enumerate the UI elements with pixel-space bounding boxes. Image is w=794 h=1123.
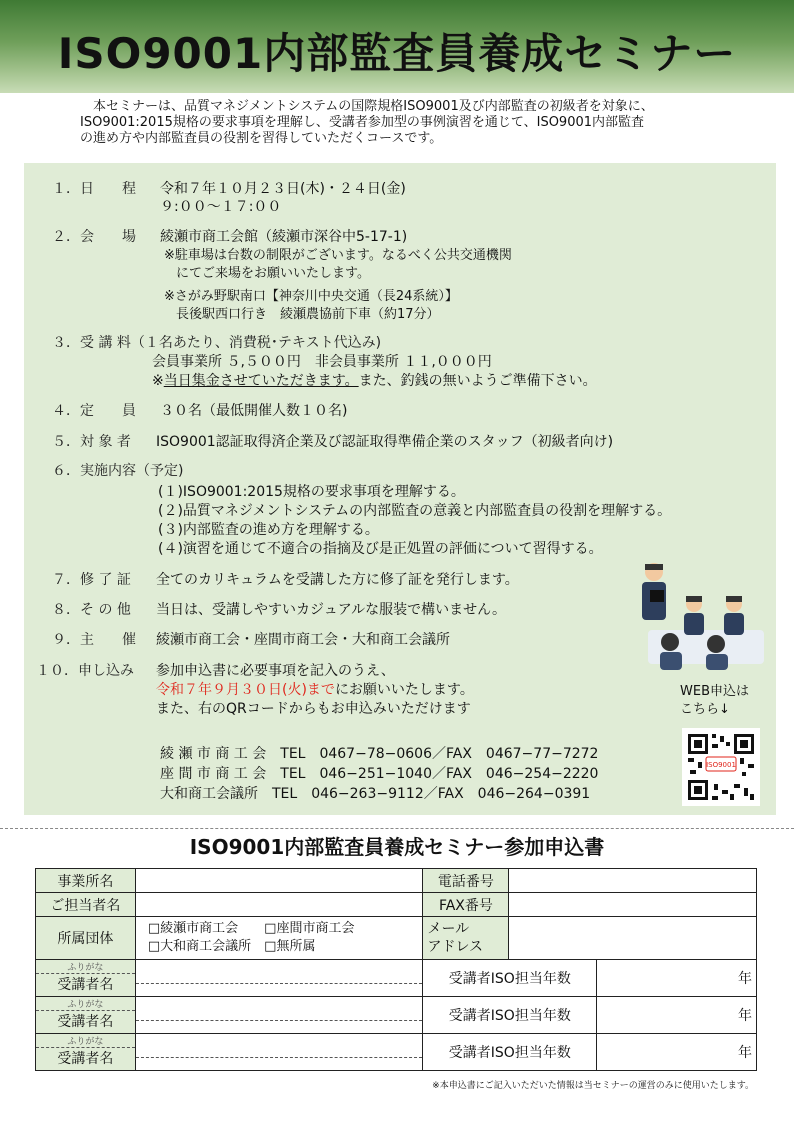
host-value: 綾瀬市商工会・座間市商工会・大和商工会議所 xyxy=(156,632,450,648)
attendee-label: ふりがな 受講者名 xyxy=(36,960,136,997)
content-item: (４)演習を通じて不適合の指摘及び是正処置の評価について習得する。 xyxy=(158,541,603,557)
email-label: メール アドレス xyxy=(423,917,509,960)
attendee-input[interactable] xyxy=(135,960,423,997)
content-item: (２)品質マネジメントシステムの内部監査の意義と内部監査員の役割を理解する。 xyxy=(158,503,672,519)
access-note: ※さがみ野駅南口【神奈川中央交通（長24系統）】 xyxy=(164,289,458,304)
group-options[interactable] xyxy=(135,917,423,960)
capacity-value: ３０名（最低開催人数１０名) xyxy=(160,403,348,419)
contact-name: 大和商工会議所 xyxy=(160,786,258,802)
fax-input[interactable] xyxy=(509,893,757,917)
years-input[interactable]: 年 xyxy=(597,960,757,997)
parking-note: ※駐車場は台数の制限がございます。なるべく公共交通機関 xyxy=(164,248,512,263)
qr-label: ISO9001 xyxy=(706,761,736,769)
access-note-2: 長後駅西口行き 綾瀬農協前下車（約17分） xyxy=(176,307,440,322)
contact-tel: TEL 046−251−1040／FAX 046−254−2220 xyxy=(280,766,599,782)
contact-row xyxy=(160,745,598,763)
option-ayase[interactable]: □綾瀬市商工会 xyxy=(147,921,239,936)
fee-amounts: 会員事業所 ５,５００円 非会員事業所 １１,０００円 xyxy=(152,354,492,370)
certificate-label: ７．修 了 証 xyxy=(52,572,131,588)
content-label: ６．実施内容（予定) xyxy=(52,463,184,479)
target-value: ISO9001認証取得済企業及び認証取得準備企業のスタッフ（初級者向け) xyxy=(156,434,614,450)
office-input[interactable] xyxy=(135,869,423,893)
intro-line: ISO9001:2015規格の要求事項を理解し、受講者参加型の事例演習を通じて、ISO9001内部監査 xyxy=(80,115,645,130)
qr-code[interactable] xyxy=(682,728,760,806)
intro-text xyxy=(80,99,750,147)
host-label: ９．主 催 xyxy=(52,632,136,648)
fax-label: FAX番号 xyxy=(423,893,509,917)
application-form xyxy=(35,868,757,1071)
intro-line: 本セミナーは、品質マネジメントシステムの国際規格ISO9001及び内部監査の初級者を対象に、 xyxy=(93,99,654,114)
content-item: (１)ISO9001:2015規格の要求事項を理解する。 xyxy=(158,484,465,500)
contact-name: 綾 瀬 市 商 工 会 xyxy=(160,746,267,762)
apply-label: １０．申し込み xyxy=(36,663,134,679)
web-apply-text xyxy=(680,683,749,719)
phone-input[interactable] xyxy=(509,869,757,893)
contact-row xyxy=(160,765,598,783)
form-title: ISO9001内部監査員養成セミナー参加申込書 xyxy=(189,835,605,859)
title-banner xyxy=(0,0,794,93)
office-label: 事業所名 xyxy=(36,869,136,893)
meeting-illustration xyxy=(630,560,770,672)
contact-name: 座 間 市 商 工 会 xyxy=(160,766,267,782)
attendee-label: ふりがな 受講者名 xyxy=(36,997,136,1034)
group-label: 所属団体 xyxy=(36,917,136,960)
years-input[interactable]: 年 xyxy=(597,1034,757,1071)
attendee-input[interactable] xyxy=(135,1034,423,1071)
years-label: 受講者ISO担当年数 xyxy=(423,997,597,1034)
contact-person-label: ご担当者名 xyxy=(36,893,136,917)
target-label: ５．対 象 者 xyxy=(52,434,131,450)
web-apply-line: こちら↓ xyxy=(680,702,730,717)
other-value: 当日は、受講しやすいカジュアルな服装で構いません。 xyxy=(156,602,506,618)
years-label: 受講者ISO担当年数 xyxy=(423,960,597,997)
contact-person-input[interactable] xyxy=(135,893,423,917)
attendee-label: ふりがな 受講者名 xyxy=(36,1034,136,1071)
phone-label: 電話番号 xyxy=(423,869,509,893)
email-input[interactable] xyxy=(509,917,757,960)
other-label: ８．そ の 他 xyxy=(52,602,131,618)
attendee-input[interactable] xyxy=(135,997,423,1034)
fee-note: ※当日集金させていただきます。また、釣銭の無いようご準備下さい。 xyxy=(152,373,597,389)
parking-note-2: にてご来場をお願いいたします。 xyxy=(176,266,370,281)
years-label: 受講者ISO担当年数 xyxy=(423,1034,597,1071)
contact-row xyxy=(160,785,590,803)
contact-tel: TEL 046−263−9112／FAX 046−264−0391 xyxy=(272,786,591,802)
intro-line: の進め方や内部監査員の役割を習得していただくコースです。 xyxy=(80,131,443,146)
option-yamato[interactable]: □大和商工会議所 xyxy=(147,939,252,954)
web-apply-line: WEB申込は xyxy=(680,684,749,699)
apply-line: 参加申込書に必要事項を記入のうえ、 xyxy=(156,663,395,679)
contact-tel: TEL 0467−78−0606／FAX 0467−77−7272 xyxy=(280,746,599,762)
option-zama[interactable]: □座間市商工会 xyxy=(264,921,355,936)
schedule-date: 令和７年１０月２３日(木)・２４日(金) xyxy=(160,181,406,197)
content-item: (３)内部監査の進め方を理解する。 xyxy=(158,522,379,538)
capacity-label: ４．定 員 xyxy=(52,403,136,419)
privacy-note: ※本申込書にご記入いただいた情報は当セミナーの運営のみに使用いたします。 xyxy=(432,1081,754,1091)
deadline-date: 令和７年９月３０日(火)まで xyxy=(156,682,335,698)
venue-name: 綾瀬市商工会館（綾瀬市深谷中5-17-1) xyxy=(160,229,408,245)
apply-qr-note: また、右のQRコードからもお申込みいただけます xyxy=(156,701,471,717)
cut-line xyxy=(0,828,794,829)
years-input[interactable]: 年 xyxy=(597,997,757,1034)
schedule-time: ９:００～１７:００ xyxy=(160,199,282,215)
apply-deadline: 令和７年９月３０日(火)までにお願いいたします。 xyxy=(156,682,474,698)
option-none[interactable]: □無所属 xyxy=(264,939,316,954)
certificate-value: 全てのカリキュラムを受講した方に修了証を発行します。 xyxy=(156,572,519,588)
page-title: ISO9001内部監査員養成セミナー xyxy=(57,29,737,78)
fee-label: ３．受 講 料（１名あたり、消費税･テキスト代込み) xyxy=(52,335,382,351)
schedule-label: １．日 程 xyxy=(52,181,136,197)
venue-label: ２．会 場 xyxy=(52,229,136,245)
